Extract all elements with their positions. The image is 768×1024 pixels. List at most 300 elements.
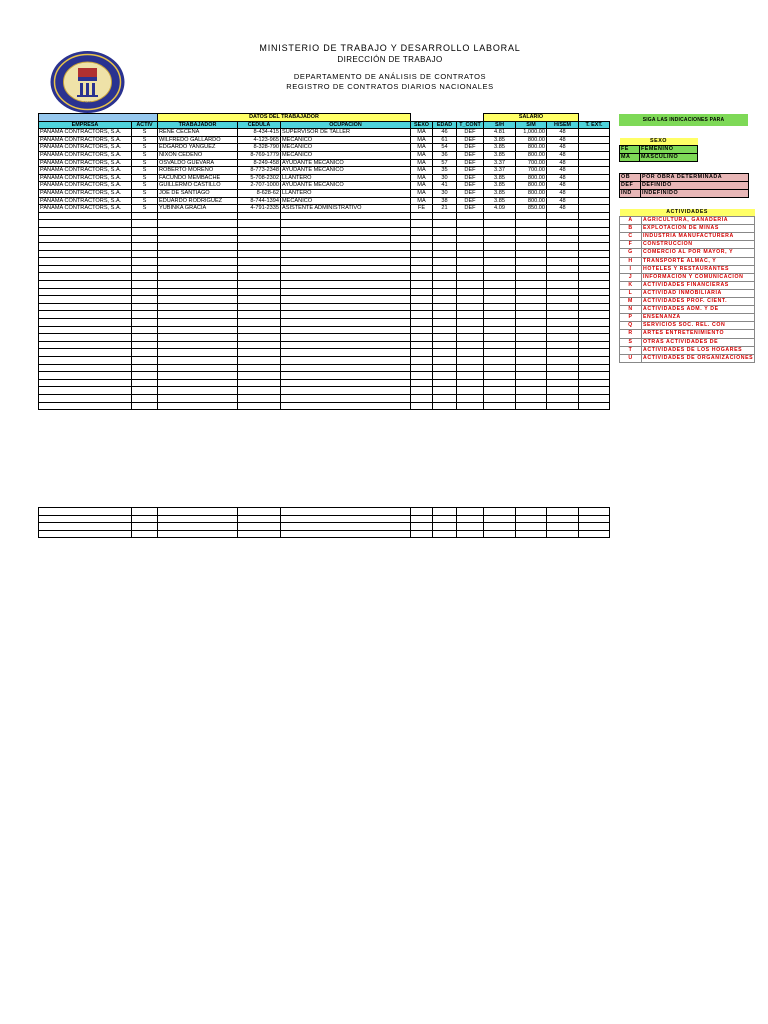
cell-empresa [39, 394, 132, 402]
cell-sm: 800.00 [516, 197, 547, 205]
cell-cedula [238, 227, 281, 235]
cell-edad [433, 326, 457, 334]
cell-trabajador: ROBERTO MORENO [158, 167, 238, 175]
cell-t-ext [579, 144, 610, 152]
table-row [39, 319, 610, 327]
cell-edad [433, 387, 457, 395]
cell-t-ext [579, 515, 610, 523]
cell-t-cont [457, 220, 484, 228]
cell-ocupacion: LLANTERO [281, 174, 411, 182]
cell-trabajador [158, 508, 238, 516]
cell-sm [516, 227, 547, 235]
activity-label: ENSEÑANZA [642, 314, 755, 322]
cell-empresa [39, 349, 132, 357]
cell-t-cont [457, 402, 484, 410]
cell-sh [484, 288, 516, 296]
contract-label: DEFINIDO [641, 182, 749, 190]
table-row [39, 296, 610, 304]
salary-group: SALARIO [484, 114, 579, 122]
table-row [39, 402, 610, 410]
cell-hsem [547, 227, 579, 235]
cell-empresa: PANAMA CONTRACTORS, S.A. [39, 151, 132, 159]
cell-sm [516, 258, 547, 266]
cell-hsem: 48 [547, 174, 579, 182]
cell-hsem [547, 379, 579, 387]
cell-trabajador [158, 281, 238, 289]
cell-sexo [411, 273, 433, 281]
cell-ocupacion [281, 523, 411, 531]
cell-sm [516, 334, 547, 342]
cell-trabajador: WILFREDO GALLARDO [158, 136, 238, 144]
cell-empresa [39, 227, 132, 235]
cell-empresa: PANAMA CONTRACTORS, S.A. [39, 174, 132, 182]
cell-sm [516, 288, 547, 296]
cell-hsem: 48 [547, 182, 579, 190]
cell-empresa [39, 372, 132, 380]
cell-sh [484, 349, 516, 357]
cell-trabajador [158, 273, 238, 281]
cell-sh [484, 273, 516, 281]
cell-hsem [547, 296, 579, 304]
cell-cedula: 8-769-1779 [238, 151, 281, 159]
cell-empresa [39, 387, 132, 395]
cell-activ: S [132, 136, 158, 144]
cell-cedula [238, 402, 281, 410]
cell-hsem: 48 [547, 144, 579, 152]
cell-sm [516, 243, 547, 251]
table-row [39, 144, 610, 152]
cell-edad [433, 281, 457, 289]
cell-edad [433, 250, 457, 258]
cell-hsem [547, 250, 579, 258]
cell-sm [516, 372, 547, 380]
cell-activ [132, 341, 158, 349]
cell-t-ext [579, 227, 610, 235]
cell-sh [484, 394, 516, 402]
cell-empresa [39, 515, 132, 523]
col-header-sh: S/H [484, 121, 516, 129]
cell-edad [433, 364, 457, 372]
cell-ocupacion [281, 281, 411, 289]
cell-t-ext [579, 182, 610, 190]
cell-sh [484, 326, 516, 334]
cell-activ [132, 379, 158, 387]
activity-code: J [620, 273, 642, 281]
cell-activ [132, 372, 158, 380]
cell-trabajador [158, 326, 238, 334]
blank-blue-cell [39, 114, 158, 122]
cell-cedula [238, 334, 281, 342]
col-header-t-ext: T. EXT. [579, 121, 610, 129]
cell-sh [484, 402, 516, 410]
cell-empresa [39, 212, 132, 220]
cell-empresa [39, 296, 132, 304]
cell-sexo [411, 319, 433, 327]
cell-hsem [547, 235, 579, 243]
cell-edad [433, 220, 457, 228]
activity-row [620, 298, 755, 306]
col-header-sm: S/M [516, 121, 547, 129]
cell-sm [516, 349, 547, 357]
cell-edad: 35 [433, 167, 457, 175]
activity-code: S [620, 338, 642, 346]
cell-hsem [547, 357, 579, 365]
cell-edad [433, 288, 457, 296]
cell-cedula [238, 515, 281, 523]
cell-empresa [39, 357, 132, 365]
cell-t-ext [579, 341, 610, 349]
activity-label: ACTIVIDADES ADM. Y DE [642, 306, 755, 314]
cell-trabajador [158, 227, 238, 235]
cell-t-ext [579, 235, 610, 243]
cell-hsem: 48 [547, 197, 579, 205]
cell-t-cont [457, 319, 484, 327]
cell-t-ext [579, 394, 610, 402]
cell-hsem [547, 258, 579, 266]
cell-ocupacion [281, 212, 411, 220]
cell-ocupacion: SUPERVISOR DE TALLER [281, 129, 411, 137]
cell-ocupacion: MECANICO [281, 136, 411, 144]
activity-label: CONSTRUCCION [642, 241, 755, 249]
cell-activ: S [132, 189, 158, 197]
cell-t-cont [457, 334, 484, 342]
cell-empresa [39, 402, 132, 410]
spacer-cell [411, 114, 484, 122]
cell-ocupacion [281, 258, 411, 266]
table-row [39, 515, 610, 523]
cell-sexo [411, 288, 433, 296]
cell-t-ext [579, 523, 610, 531]
cell-activ [132, 523, 158, 531]
activity-label: INDUSTRIA MANUFACTURERA [642, 233, 755, 241]
cell-cedula: 4-791-2335 [238, 205, 281, 213]
cell-activ: S [132, 167, 158, 175]
table-row [39, 227, 610, 235]
cell-hsem [547, 243, 579, 251]
cell-cedula [238, 523, 281, 531]
cell-t-ext [579, 205, 610, 213]
cell-sh: 3.85 [484, 182, 516, 190]
cell-t-ext [579, 281, 610, 289]
cell-activ: S [132, 205, 158, 213]
table-row [39, 341, 610, 349]
cell-t-ext [579, 334, 610, 342]
cell-sh [484, 220, 516, 228]
cell-sm: 800.00 [516, 144, 547, 152]
cell-ocupacion [281, 357, 411, 365]
cell-sm [516, 387, 547, 395]
cell-empresa [39, 281, 132, 289]
cell-activ [132, 402, 158, 410]
cell-activ [132, 288, 158, 296]
cell-cedula [238, 281, 281, 289]
cell-activ: S [132, 151, 158, 159]
cell-hsem [547, 402, 579, 410]
activity-code: F [620, 241, 642, 249]
column-header-row [39, 121, 610, 129]
cell-trabajador [158, 387, 238, 395]
activity-code: C [620, 233, 642, 241]
cell-ocupacion [281, 235, 411, 243]
cell-edad [433, 258, 457, 266]
activity-row [620, 314, 755, 322]
cell-sh [484, 508, 516, 516]
activity-code: B [620, 225, 642, 233]
cell-ocupacion: AYUDANTE MECANICO [281, 167, 411, 175]
cell-t-cont [457, 530, 484, 538]
cell-empresa: PANAMA CONTRACTORS, S.A. [39, 167, 132, 175]
cell-edad [433, 515, 457, 523]
cell-sh: 3.85 [484, 174, 516, 182]
cell-activ [132, 250, 158, 258]
cell-cedula [238, 508, 281, 516]
activity-label: INFORMACION Y COMUNICACION [642, 273, 755, 281]
cell-t-ext [579, 303, 610, 311]
cell-sh [484, 357, 516, 365]
activity-label: ACTIVIDADES DE LOS HOGARES [642, 346, 755, 354]
cell-cedula [238, 303, 281, 311]
table-row [39, 357, 610, 365]
cell-empresa: PANAMA CONTRACTORS, S.A. [39, 136, 132, 144]
cell-trabajador [158, 334, 238, 342]
table-row [39, 281, 610, 289]
activity-row [620, 273, 755, 281]
col-header-cedula: CEDULA [238, 121, 281, 129]
cell-activ: S [132, 144, 158, 152]
cell-sm [516, 303, 547, 311]
cell-sexo [411, 372, 433, 380]
col-header-activ: ACTIV [132, 121, 158, 129]
cell-sexo [411, 341, 433, 349]
sex-label: FEMENINO [640, 146, 698, 154]
cell-cedula [238, 311, 281, 319]
cell-t-cont [457, 357, 484, 365]
cell-t-cont: DEF [457, 167, 484, 175]
cell-sm [516, 508, 547, 516]
cell-sm [516, 402, 547, 410]
cell-activ [132, 243, 158, 251]
cell-sh [484, 523, 516, 531]
cell-sm [516, 326, 547, 334]
cell-cedula [238, 530, 281, 538]
cell-sm [516, 311, 547, 319]
department-title: DEPARTAMENTO DE ANÁLISIS DE CONTRATOS [293, 72, 487, 81]
cell-cedula: 2-707-1000 [238, 182, 281, 190]
cell-edad [433, 243, 457, 251]
cell-sexo [411, 220, 433, 228]
cell-hsem [547, 273, 579, 281]
cell-ocupacion [281, 227, 411, 235]
cell-activ [132, 311, 158, 319]
cell-t-cont [457, 250, 484, 258]
cell-activ [132, 387, 158, 395]
table-row [39, 311, 610, 319]
cell-trabajador: EDGARDO YANGUEZ [158, 144, 238, 152]
cell-ocupacion [281, 349, 411, 357]
cell-activ: S [132, 174, 158, 182]
cell-edad: 54 [433, 144, 457, 152]
cell-cedula: 8-434-415 [238, 129, 281, 137]
activity-row [620, 354, 755, 362]
cell-hsem: 48 [547, 136, 579, 144]
table-row [39, 387, 610, 395]
cell-sh [484, 250, 516, 258]
cell-hsem: 48 [547, 129, 579, 137]
cell-ocupacion [281, 319, 411, 327]
cell-empresa [39, 311, 132, 319]
cell-cedula: 5-708-2302 [238, 174, 281, 182]
cell-trabajador [158, 402, 238, 410]
cell-cedula [238, 296, 281, 304]
cell-sh [484, 334, 516, 342]
cell-sexo [411, 508, 433, 516]
cell-ocupacion [281, 250, 411, 258]
sex-code: FE [620, 146, 640, 154]
cell-empresa: PANAMA CONTRACTORS, S.A. [39, 205, 132, 213]
cell-ocupacion [281, 372, 411, 380]
cell-sexo: MA [411, 129, 433, 137]
cell-sh [484, 379, 516, 387]
activity-row [620, 330, 755, 338]
spacer-cell [579, 114, 610, 122]
cell-sexo [411, 530, 433, 538]
cell-t-ext [579, 273, 610, 281]
cell-activ [132, 212, 158, 220]
activity-label: OTRAS ACTIVIDADES DE [642, 338, 755, 346]
cell-hsem [547, 326, 579, 334]
cell-activ: S [132, 159, 158, 167]
table-row [39, 273, 610, 281]
cell-ocupacion [281, 508, 411, 516]
cell-sm: 850.00 [516, 205, 547, 213]
cell-cedula: 4-123-965 [238, 136, 281, 144]
cell-activ [132, 508, 158, 516]
activity-code: T [620, 346, 642, 354]
cell-trabajador [158, 523, 238, 531]
cell-ocupacion [281, 379, 411, 387]
cell-hsem [547, 303, 579, 311]
activity-row [620, 249, 755, 257]
cell-sexo [411, 296, 433, 304]
cell-t-cont [457, 258, 484, 266]
cell-empresa [39, 273, 132, 281]
cell-cedula [238, 235, 281, 243]
sex-label: MASCULINO [640, 154, 698, 162]
cell-empresa: PANAMA CONTRACTORS, S.A. [39, 144, 132, 152]
cell-cedula [238, 357, 281, 365]
cell-cedula [238, 243, 281, 251]
cell-empresa [39, 334, 132, 342]
cell-hsem [547, 364, 579, 372]
cell-activ: S [132, 182, 158, 190]
activity-label: EXPLOTACION DE MINAS [642, 225, 755, 233]
cell-t-ext [579, 508, 610, 516]
table-row [39, 258, 610, 266]
cell-t-cont: DEF [457, 205, 484, 213]
cell-t-cont [457, 364, 484, 372]
cell-activ [132, 394, 158, 402]
cell-ocupacion [281, 530, 411, 538]
cell-edad [433, 212, 457, 220]
cell-edad: 36 [433, 151, 457, 159]
cell-sexo [411, 227, 433, 235]
cell-t-cont [457, 265, 484, 273]
cell-sh: 3.37 [484, 159, 516, 167]
cell-trabajador: RENE CECEÑA [158, 129, 238, 137]
cell-t-cont: DEF [457, 159, 484, 167]
cell-ocupacion: MECANICO [281, 144, 411, 152]
table-row [39, 265, 610, 273]
cell-empresa [39, 523, 132, 531]
cell-cedula [238, 372, 281, 380]
cell-empresa: PANAMA CONTRACTORS, S.A. [39, 189, 132, 197]
table-row [39, 235, 610, 243]
cell-ocupacion [281, 265, 411, 273]
activities-title: ACTIVIDADES [620, 209, 755, 217]
cell-edad [433, 341, 457, 349]
cell-sexo [411, 364, 433, 372]
cell-hsem [547, 319, 579, 327]
activity-code: Q [620, 322, 642, 330]
cell-t-ext [579, 402, 610, 410]
cell-sm: 800.00 [516, 151, 547, 159]
cell-sexo [411, 379, 433, 387]
table-row [39, 372, 610, 380]
cell-hsem [547, 530, 579, 538]
cell-empresa: PANAMA CONTRACTORS, S.A. [39, 182, 132, 190]
activity-label: ACTIVIDADES FINANCIERAS [642, 281, 755, 289]
cell-ocupacion [281, 394, 411, 402]
cell-sm [516, 379, 547, 387]
cell-activ [132, 258, 158, 266]
cell-t-cont [457, 273, 484, 281]
ministry-seal-icon [49, 50, 126, 114]
cell-activ [132, 281, 158, 289]
cell-ocupacion: ASISTENTE ADMINISTRATIVO [281, 205, 411, 213]
cell-sh [484, 303, 516, 311]
cell-trabajador [158, 530, 238, 538]
cell-trabajador [158, 220, 238, 228]
cell-trabajador [158, 372, 238, 380]
cell-hsem [547, 212, 579, 220]
cell-t-cont: DEF [457, 144, 484, 152]
cell-ocupacion [281, 402, 411, 410]
cell-sexo: MA [411, 197, 433, 205]
activity-code: G [620, 249, 642, 257]
cell-t-ext [579, 265, 610, 273]
cell-sm [516, 250, 547, 258]
cell-sexo [411, 387, 433, 395]
cell-sh [484, 281, 516, 289]
cell-ocupacion [281, 243, 411, 251]
table-row [39, 151, 610, 159]
cell-t-cont: DEF [457, 197, 484, 205]
cell-t-cont: DEF [457, 129, 484, 137]
cell-hsem: 48 [547, 205, 579, 213]
cell-activ [132, 334, 158, 342]
table-row [39, 129, 610, 137]
cell-ocupacion [281, 303, 411, 311]
cell-cedula: 8-628-62 [238, 189, 281, 197]
cell-cedula [238, 364, 281, 372]
cell-empresa [39, 530, 132, 538]
cell-t-cont [457, 349, 484, 357]
cell-t-ext [579, 364, 610, 372]
cell-sm [516, 394, 547, 402]
cell-t-cont [457, 515, 484, 523]
cell-hsem: 48 [547, 189, 579, 197]
cell-edad [433, 394, 457, 402]
